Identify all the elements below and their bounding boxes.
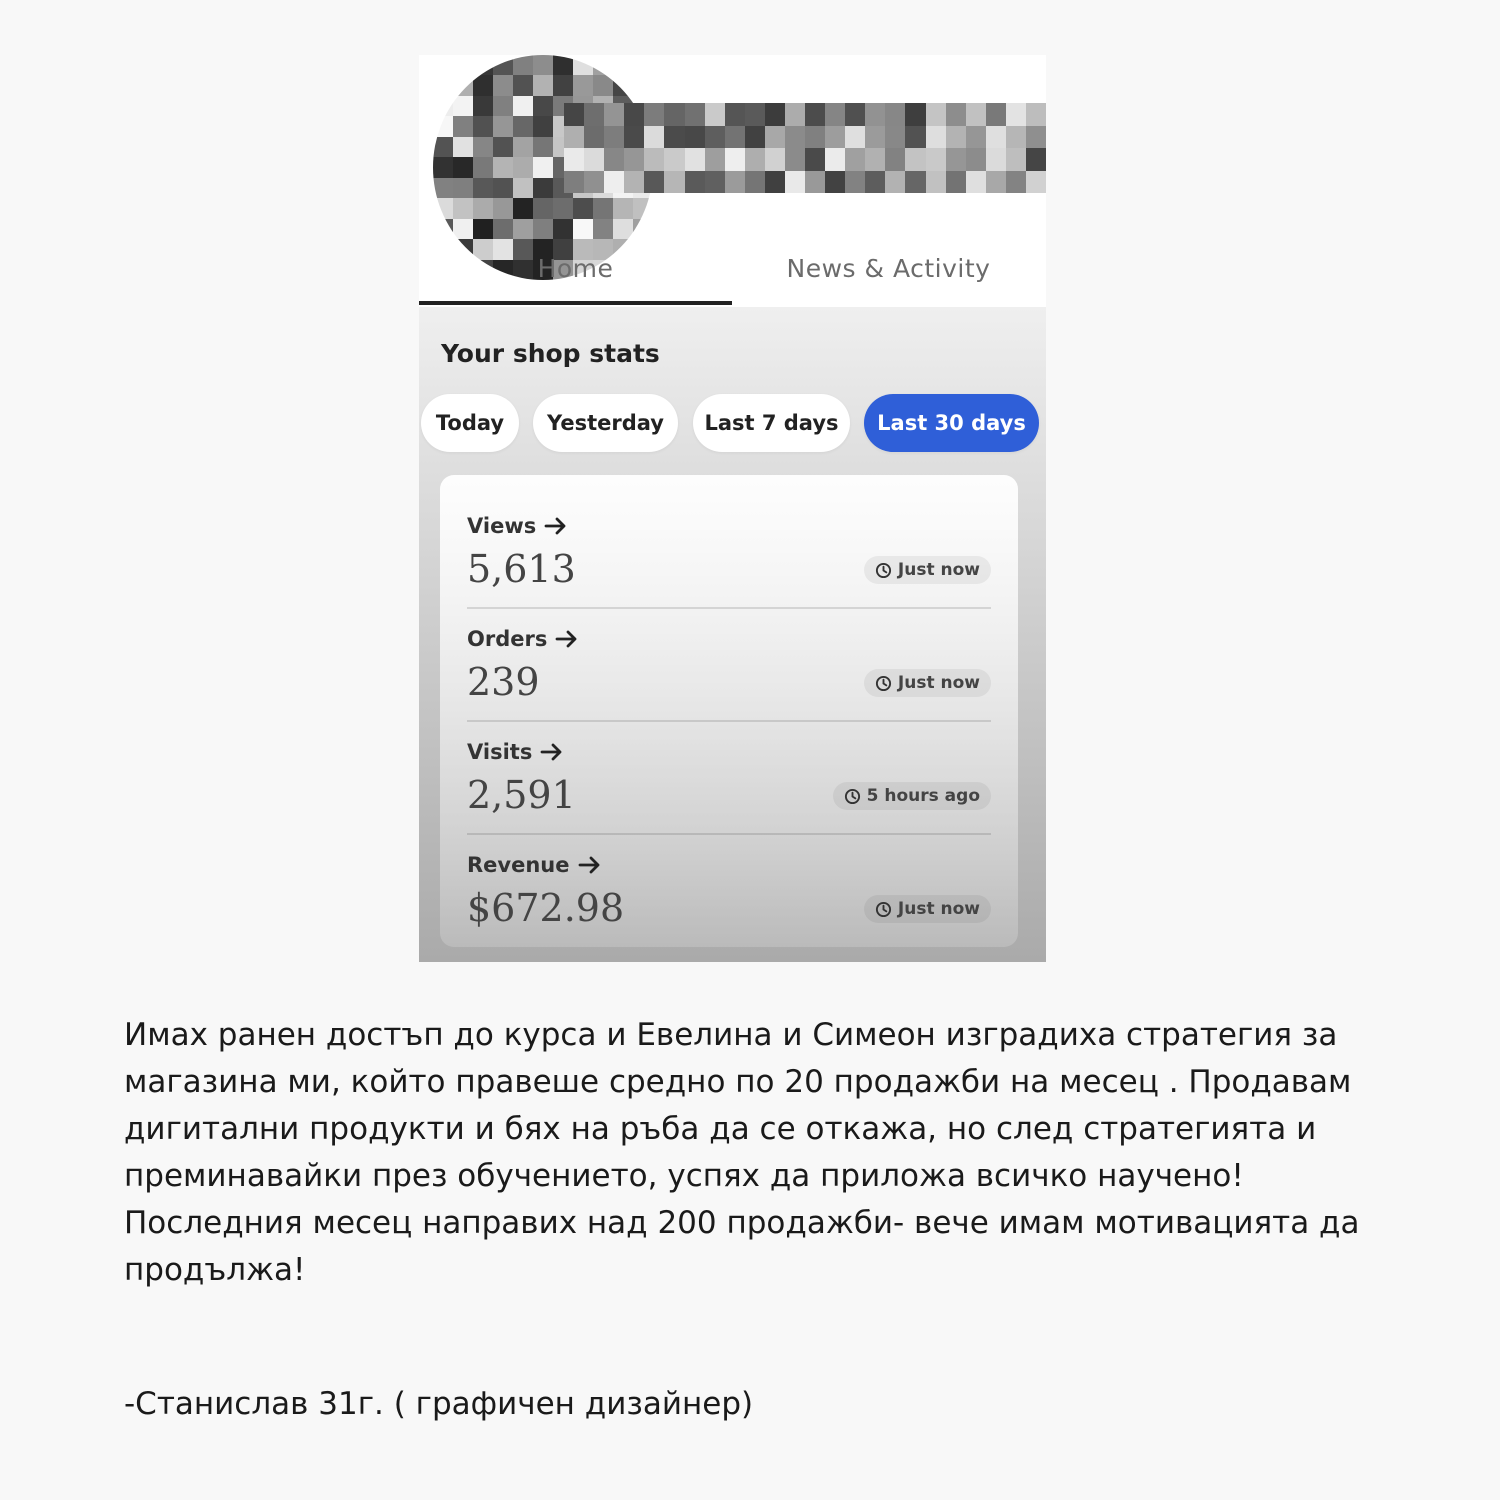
tab-bar	[419, 235, 1046, 305]
stat-label: Revenue	[467, 853, 570, 877]
stat-label: Views	[467, 514, 537, 538]
stat-row-views[interactable]	[467, 497, 991, 609]
pixelated-shop-name	[564, 103, 1046, 193]
arrow-right-icon	[540, 743, 564, 761]
testimonial-line: продължа!	[124, 1252, 306, 1288]
divider	[467, 607, 991, 609]
testimonial-line: Последния месец направих над 200 продажби- вече имам мотивацията да	[124, 1205, 1360, 1241]
stat-value: $672.98	[467, 886, 625, 930]
period-yesterday[interactable]: Yesterday	[533, 394, 678, 452]
shop-stats-section	[419, 307, 1046, 962]
tab-news-activity[interactable]: News & Activity	[786, 253, 991, 283]
stats-card	[440, 475, 1018, 947]
testimonial-line: Имах ранен достъп до курса и Евелина и Симеон изградиха стратегия за	[124, 1017, 1338, 1053]
stat-label: Orders	[467, 627, 548, 651]
testimonial-line: магазина ми, който правеше средно по 20 продажби на месец . Продавам	[124, 1064, 1352, 1100]
shop-stats-screenshot	[419, 55, 1046, 962]
clock-icon	[875, 562, 892, 579]
updated-badge	[864, 895, 991, 923]
stat-row-revenue[interactable]	[467, 836, 991, 948]
testimonial-signature: -Станислав 31г. ( графичен дизайнер)	[124, 1386, 754, 1422]
tab-home[interactable]: Home	[537, 253, 614, 283]
updated-text: Just now	[897, 560, 980, 580]
arrow-right-icon	[555, 630, 579, 648]
testimonial-line: преминавайки през обучението, успях да приложа всичко научено!	[124, 1158, 1244, 1194]
period-last-7-days[interactable]: Last 7 days	[693, 394, 850, 452]
clock-icon	[844, 788, 861, 805]
stat-value: 2,591	[467, 773, 576, 817]
stat-value: 5,613	[467, 547, 576, 591]
stat-value: 239	[467, 660, 540, 704]
updated-badge	[864, 556, 991, 584]
arrow-right-icon	[544, 517, 568, 535]
updated-badge	[864, 669, 991, 697]
active-tab-indicator	[419, 301, 732, 305]
arrow-right-icon	[578, 856, 602, 874]
shop-header	[419, 55, 1046, 305]
updated-text: 5 hours ago	[866, 786, 980, 806]
clock-icon	[875, 675, 892, 692]
updated-text: Just now	[897, 673, 980, 693]
stat-label: Visits	[467, 740, 533, 764]
period-today[interactable]: Today	[421, 394, 519, 452]
period-last-30-days[interactable]: Last 30 days	[864, 394, 1039, 452]
clock-icon	[875, 901, 892, 918]
divider	[467, 720, 991, 722]
testimonial-text	[124, 1012, 1484, 1294]
stat-row-orders[interactable]	[467, 610, 991, 722]
testimonial-line: дигитални продукти и бях на ръба да се откажа, но след стратегията и	[124, 1111, 1317, 1147]
divider	[467, 833, 991, 835]
updated-text: Just now	[897, 899, 980, 919]
stats-title: Your shop stats	[441, 339, 660, 368]
updated-badge	[833, 782, 991, 810]
stat-row-visits[interactable]	[467, 723, 991, 835]
